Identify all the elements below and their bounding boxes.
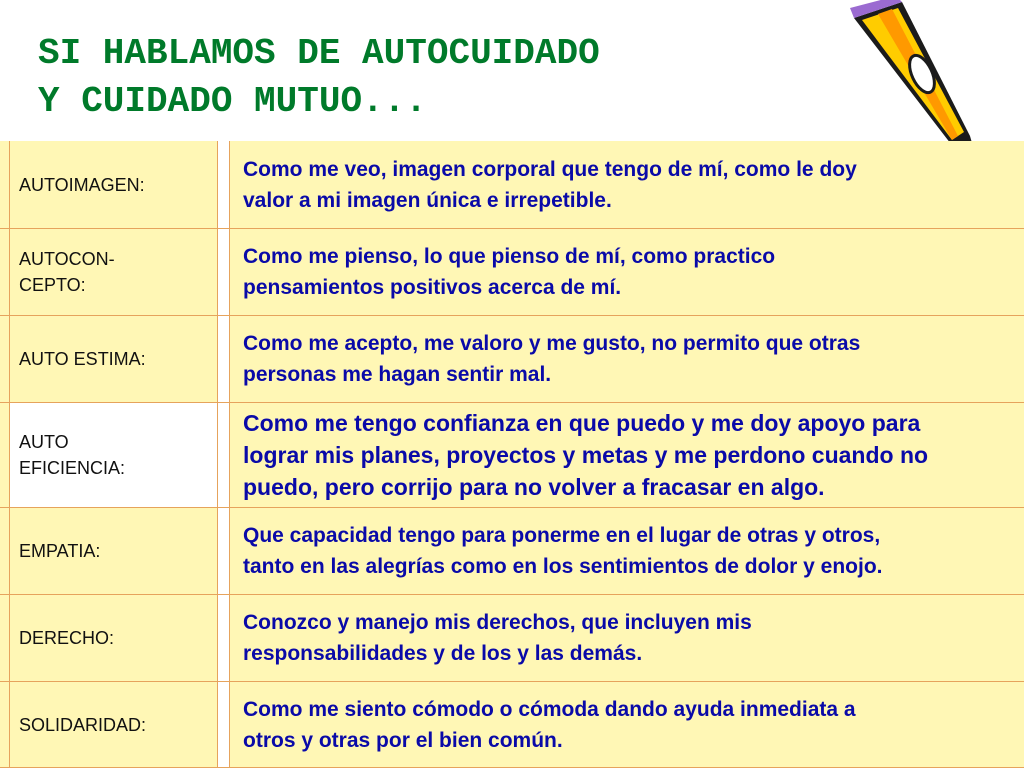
description-line: Como me pienso, lo que pienso de mí, como practico — [243, 245, 776, 268]
description-line: personas me hagan sentir mal. — [243, 363, 552, 386]
row-description-cell — [230, 316, 1024, 403]
row-edge — [0, 508, 10, 595]
row-label-cell — [10, 508, 218, 595]
row-label: EMPATIA: — [19, 541, 101, 561]
row-edge — [0, 316, 10, 403]
row-description-cell — [230, 682, 1024, 768]
label-line: EFICIENCIA: — [19, 458, 126, 478]
row-edge — [0, 403, 10, 508]
row-description — [243, 607, 752, 669]
table-row — [0, 403, 1024, 508]
label-line: AUTOCON- — [19, 249, 115, 269]
row-label: AUTOIMAGEN: — [19, 174, 145, 195]
row-label-cell — [10, 316, 218, 403]
row-spacer — [218, 508, 230, 595]
row-label — [19, 246, 115, 298]
row-description-cell — [230, 508, 1024, 595]
description-line: Como me siento cómodo o cómoda dando ayuda inmediata a — [243, 697, 856, 721]
row-spacer — [218, 682, 230, 768]
row-label-cell — [10, 595, 218, 682]
description-line: Conozco y manejo mis derechos, que incluyen mis — [243, 611, 752, 634]
row-spacer — [218, 403, 230, 508]
description-line: responsabilidades y de los y las demás. — [243, 642, 643, 665]
row-description-cell — [230, 229, 1024, 316]
description-line: otros y otras por el bien común. — [243, 728, 563, 752]
description-line: puedo, pero corrijo para no volver a fracasar en algo. — [243, 474, 825, 500]
description-line: Como me tengo confianza en que puedo y me doy apoyo para — [243, 410, 921, 436]
concept-table — [0, 141, 1024, 768]
row-edge — [0, 682, 10, 768]
pencil-icon — [850, 0, 1000, 150]
title-line-2: Y CUIDADO MUTUO... — [38, 81, 427, 122]
row-description — [243, 154, 857, 216]
row-label-cell — [10, 682, 218, 768]
table-row — [0, 595, 1024, 682]
row-label-cell — [10, 229, 218, 316]
row-description — [243, 694, 856, 756]
row-description — [243, 520, 882, 582]
description-line: Que capacidad tengo para ponerme en el lugar de otras y otros, — [243, 524, 881, 547]
row-label: AUTO ESTIMA: — [19, 349, 146, 369]
row-description-cell — [230, 403, 1024, 508]
row-spacer — [218, 229, 230, 316]
row-description — [243, 328, 860, 390]
page-title — [38, 30, 600, 126]
table-row — [0, 508, 1024, 595]
row-label: DERECHO: — [19, 628, 115, 648]
table-row — [0, 316, 1024, 403]
table-row — [0, 682, 1024, 768]
description-line: lograr mis planes, proyectos y metas y me perdono cuando no — [243, 442, 929, 468]
description-line: Como me acepto, me valoro y me gusto, no permito que otras — [243, 332, 861, 355]
row-label-cell — [10, 403, 218, 508]
row-description-cell — [230, 141, 1024, 229]
row-label: SOLIDARIDAD: — [19, 714, 147, 735]
row-spacer — [218, 141, 230, 229]
row-label — [19, 429, 125, 481]
table-row — [0, 141, 1024, 229]
row-edge — [0, 141, 10, 229]
row-spacer — [218, 595, 230, 682]
label-line: CEPTO: — [19, 275, 86, 295]
description-line: valor a mi imagen única e irrepetible. — [243, 188, 612, 212]
description-line: tanto en las alegrías como en los sentimientos de dolor y enojo. — [243, 555, 883, 578]
label-line: AUTO — [19, 432, 69, 452]
row-edge — [0, 595, 10, 682]
description-line: pensamientos positivos acerca de mí. — [243, 276, 622, 299]
row-edge — [0, 229, 10, 316]
row-description — [243, 407, 928, 503]
row-description-cell — [230, 595, 1024, 682]
table-row — [0, 229, 1024, 316]
row-description — [243, 241, 775, 303]
description-line: Como me veo, imagen corporal que tengo de mí, como le doy — [243, 157, 857, 181]
row-label-cell — [10, 141, 218, 229]
title-line-1: SI HABLAMOS DE AUTOCUIDADO — [38, 33, 600, 74]
row-spacer — [218, 316, 230, 403]
